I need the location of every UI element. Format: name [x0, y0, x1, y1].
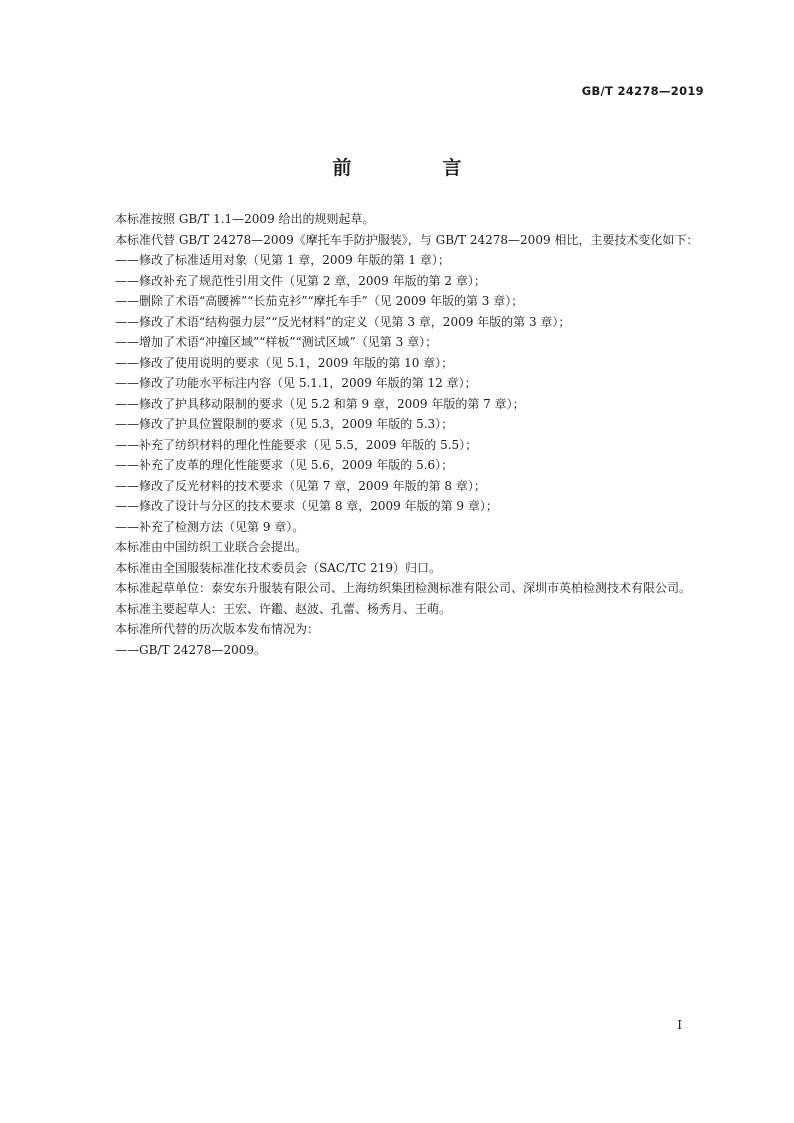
list-item: ——修改了设计与分区的技术要求（见第 8 章，2009 年版的第 9 章）；: [115, 499, 498, 513]
history-item: ——GB/T 24278—2009。: [115, 642, 266, 657]
intro-paragraph: 本标准按照 GB/T 1.1—2009 给出的规则起草。: [115, 212, 375, 226]
changes-list: [90, 250, 705, 537]
closing-paragraph: 本标准所代替的历次版本发布情况为：: [115, 622, 320, 636]
list-item: ——修改了功能水平标注内容（见 5.1.1，2009 年版的第 12 章）；: [115, 376, 477, 390]
page-title: 前 言: [332, 157, 498, 179]
list-item: ——修改了护具位置限制的要求（见 5.3，2009 年版的 5.3）；: [115, 417, 454, 431]
list-item: ——修改了术语“结构强力层”“反光材料”的定义（见第 3 章，2009 年版的第 3 章）；: [115, 314, 571, 329]
closing-paragraph: 本标准由全国服装标准化技术委员会（SAC/TC 219）归口。: [115, 560, 442, 575]
list-item: ——补充了检测方法（见第 9 章）。: [115, 519, 305, 534]
list-item: ——修改了标准适用对象（见第 1 章，2009 年版的第 1 章）；: [115, 253, 450, 267]
list-item: ——补充了皮革的理化性能要求（见 5.6，2009 年版的 5.6）；: [115, 458, 454, 472]
list-item: ——增加了术语“冲撞区域”“样板”“测试区域”（见第 3 章）；: [115, 335, 438, 349]
standard-code: GB/T 24278—2019: [581, 84, 704, 98]
list-item: ——修改了使用说明的要求（见 5.1，2009 年版的第 10 章）；: [115, 355, 454, 370]
closing-paragraph: 本标准主要起草人：王宏、许鑑、赵波、孔蕾、杨秀月、王萌。: [115, 601, 452, 616]
intro-paragraph: 本标准代替 GB/T 24278—2009《摩托车手防护服装》，与 GB/T 24278—2009 相比，主要技术变化如下：: [115, 232, 699, 247]
list-item: ——修改补充了规范性引用文件（见第 2 章，2009 年版的第 2 章）；: [115, 273, 486, 288]
page-number: I: [677, 1018, 682, 1032]
closing-paragraph: 本标准起草单位：泰安东升服装有限公司、上海纺织集团检测标准有限公司、深圳市英柏检测技术有限公司。: [115, 581, 692, 595]
list-item: ——修改了护具移动限制的要求（见 5.2 和第 9 章，2009 年版的第 7 章）；: [115, 396, 525, 411]
list-item: ——修改了反光材料的技术要求（见第 7 章，2009 年版的第 8 章）；: [115, 478, 486, 493]
closing-paragraph: 本标准由中国纺织工业联合会提出。: [115, 540, 308, 554]
list-item: ——删除了术语“高腰裤”“长茄克衫”“摩托车手”（见 2009 年版的第 3 章）；: [115, 294, 524, 308]
document-body: [90, 209, 705, 660]
list-item: ——补充了纺织材料的理化性能要求（见 5.5，2009 年版的 5.5）；: [115, 437, 478, 452]
